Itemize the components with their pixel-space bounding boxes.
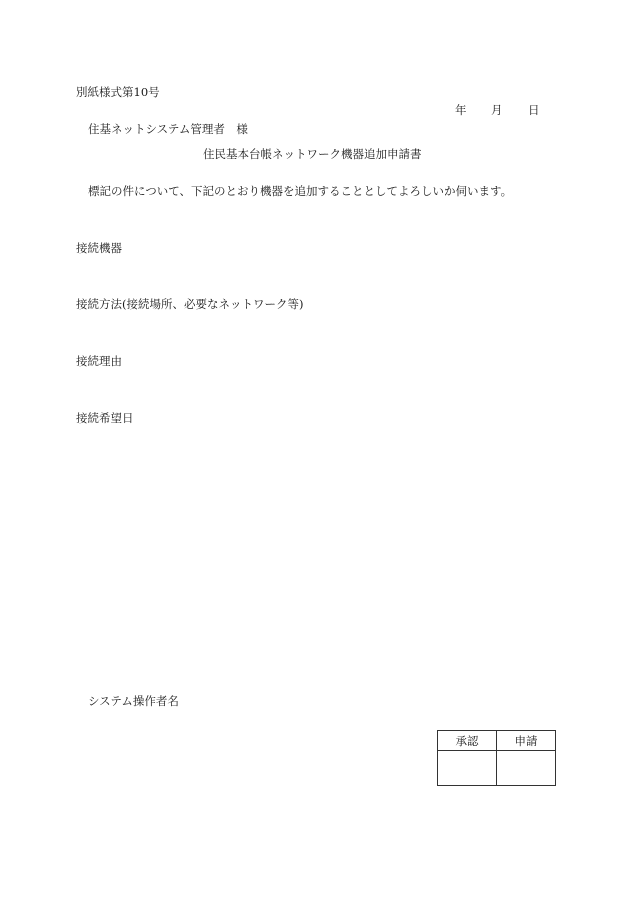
operator-name-label: システム操作者名 <box>88 694 179 708</box>
field-device: 接続機器 <box>76 241 122 255</box>
field-method: 接続方法(接続場所、必要なネットワーク等) <box>76 297 304 311</box>
document-title: 住民基本台帳ネットワーク機器追加申請書 <box>203 147 422 161</box>
form-number: 別紙様式第10号 <box>76 85 160 99</box>
intro-text: 標記の件について、下記のとおり機器を追加することとしてよろしいか伺います。 <box>88 184 513 198</box>
stamp-header-approval: 承認 <box>438 731 497 751</box>
date-year: 年 <box>455 103 467 117</box>
stamp-table <box>437 730 556 786</box>
date-month: 月 <box>491 103 503 117</box>
field-reason: 接続理由 <box>76 354 122 368</box>
stamp-box-application <box>497 751 556 786</box>
date-day: 日 <box>528 103 540 117</box>
stamp-header-application: 申請 <box>497 731 556 751</box>
field-desired-date: 接続希望日 <box>76 411 134 425</box>
recipient: 住基ネットシステム管理者 様 <box>88 122 248 136</box>
stamp-box-approval <box>438 751 497 786</box>
